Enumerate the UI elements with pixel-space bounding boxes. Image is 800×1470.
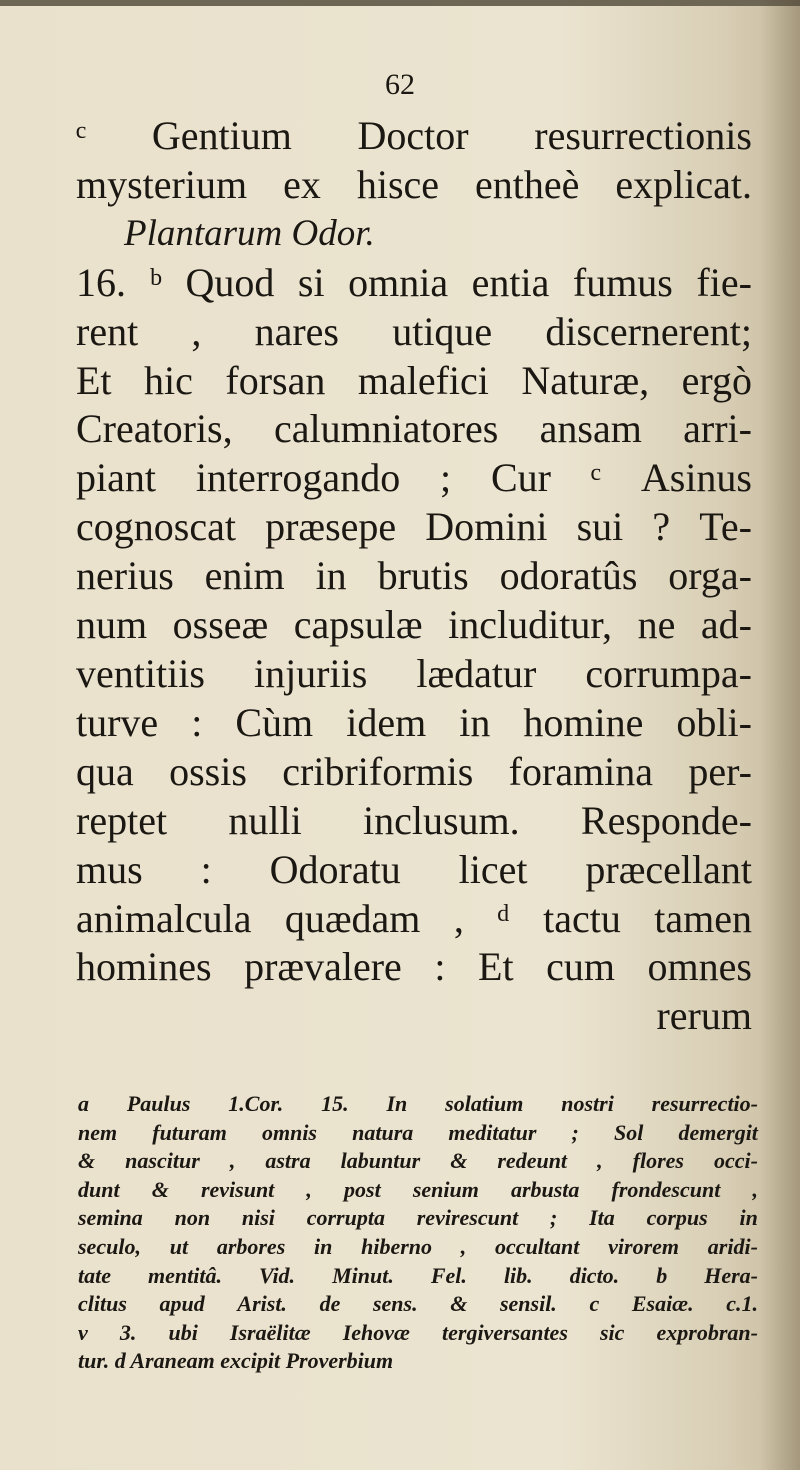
text-line: homines prævalere : Et cum omnes (76, 944, 752, 990)
text-line: cognoscat præsepe Domini sui ? Te- (76, 504, 752, 550)
text-line: reptet nulli inclusum. Respondе- (76, 797, 752, 843)
text-line: 16. ᵇ Quod si omnia entia fumus fie- (76, 259, 752, 305)
footnote-line: dunt & revisunt , post senium arbusta frondescunt , (78, 1176, 758, 1202)
catchword: rerum (656, 993, 752, 1039)
footnote-line: & nascitur , astra labuntur & redeunt , flores occi- (78, 1148, 758, 1174)
main-text (76, 112, 752, 1041)
footnote-line: seculo, ut arbores in hiberno , occultant virorem aridi- (78, 1233, 758, 1259)
footnote-line: clitus apud Arist. de sens. & sensil. c Esaiæ. c.1. (78, 1291, 758, 1317)
footnote-line: semina non nisi corrupta revirescunt ; Ita corpus in (78, 1205, 758, 1231)
text-line: mus : Odoratu licet præcellant (76, 846, 752, 892)
text-line: mysterium ex hisce entheè explicat. (76, 161, 752, 207)
text-line: animalcula quædam , ᵈ tactu tamen (76, 895, 752, 941)
text-line: qua ossis cribriformis foramina per- (76, 748, 752, 794)
text-line: nerius enim in brutis odoratûs orga- (76, 553, 752, 599)
footnote-line: nem futuram omnis natura meditatur ; Sol demergit (78, 1119, 758, 1145)
text-line: ventitiis injuriis lædatur corrumpa- (76, 650, 752, 696)
footnote-line: a Paulus 1.Cor. 15. In solatium nostri resurrectio- (78, 1091, 758, 1116)
text-line: turve : Cùm idem in homine obli- (76, 699, 752, 745)
footnote-line: v 3. ubi Israëlitæ Iehovæ tergiversantes sic exprobran- (78, 1319, 758, 1345)
text-line: Et hic forsan malefici Naturæ, ergò (76, 357, 752, 403)
page-top-edge (0, 0, 800, 6)
text-line: num osseæ capsulæ includitur, ne ad- (76, 602, 752, 648)
section-heading: Plantarum Odor. (124, 212, 375, 254)
text-line: Creatoris, calumniatores ansam arri- (76, 406, 752, 452)
footnotes (78, 1090, 758, 1376)
text-line: piant interrogando ; Cur ᶜ Asinus (76, 455, 752, 501)
footnote-line: tur. d Araneam excipit Proverbium (78, 1348, 394, 1374)
footnote-line: tate mentitâ. Vid. Minut. Fel. lib. dicto. b Hera- (78, 1262, 758, 1288)
text-line: rent , nares utique discernerent; (76, 308, 752, 354)
text-line: ᶜ Gentium Doctor resurrectionis (76, 113, 752, 158)
page-number: 62 (385, 68, 415, 101)
spine-shadow (760, 0, 800, 1470)
